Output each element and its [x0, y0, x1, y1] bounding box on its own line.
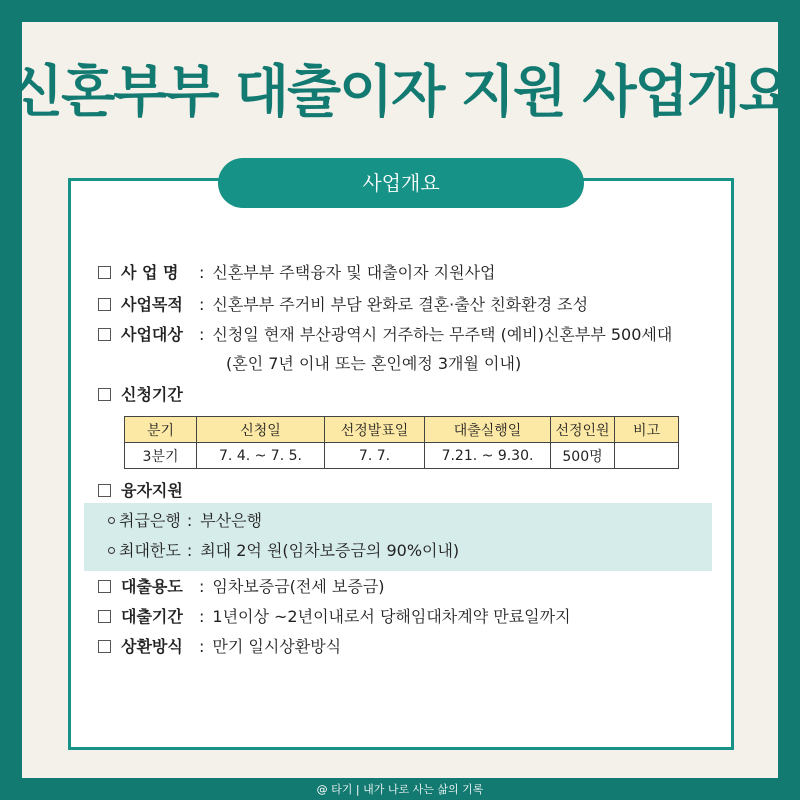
checkbox-icon	[98, 640, 111, 653]
checkbox-icon	[98, 610, 111, 623]
item-loan	[98, 477, 193, 505]
checkbox-icon	[98, 580, 111, 593]
item-value: 신혼부부 주택융자 및 대출이자 지원사업	[212, 263, 496, 282]
item-label: 신청기간	[121, 385, 183, 404]
item-repay	[98, 633, 341, 661]
schedule-table	[124, 416, 679, 469]
item-value: 임차보증금(전세 보증금)	[212, 577, 385, 596]
schedule-header-cell: 선정발표일	[325, 417, 425, 443]
schedule-header-cell: 선정인원	[551, 417, 615, 443]
checkbox-icon	[98, 328, 111, 341]
schedule-cell: 3분기	[125, 443, 197, 469]
circle-bullet-icon	[108, 517, 115, 524]
schedule-header-cell: 비고	[615, 417, 679, 443]
circle-bullet-icon	[108, 547, 115, 554]
item-label: 대출용도	[121, 577, 183, 596]
separator: :	[186, 511, 193, 530]
checkbox-icon	[98, 298, 111, 311]
checkbox-icon	[98, 484, 111, 497]
item-term	[98, 603, 571, 631]
schedule-header-cell: 신청일	[197, 417, 325, 443]
loan-bank	[108, 507, 262, 535]
item-label: 융자지원	[121, 481, 183, 500]
item-label: 사업대상	[121, 325, 183, 344]
item-value: 만기 일시상환방식	[212, 637, 342, 656]
schedule-cell: 7. 4. ~ 7. 5.	[197, 443, 325, 469]
separator: :	[199, 295, 205, 314]
item-name	[98, 259, 496, 287]
section-label: 사업개요	[218, 158, 584, 208]
sub-value: 부산은행	[200, 511, 263, 530]
schedule-header-cell: 대출실행일	[425, 417, 551, 443]
item-purpose	[98, 291, 588, 319]
checkbox-icon	[98, 388, 111, 401]
item-value: 1년이상 ~2년이내로서 당해임대차계약 만료일까지	[212, 607, 571, 626]
page-title: 신혼부부 대출이자 지원 사업개요	[9, 60, 791, 125]
item-value: 신청일 현재 부산광역시 거주하는 무주택 (예비)신혼부부 500세대	[212, 325, 673, 344]
item-usage	[98, 573, 385, 601]
item-period	[98, 381, 193, 409]
schedule-row	[125, 443, 679, 469]
footer-credit: @ 타기 | 내가 나로 사는 삶의 기록	[316, 783, 484, 796]
schedule-cell: 7.21. ~ 9.30.	[425, 443, 551, 469]
separator: :	[199, 607, 205, 626]
schedule-header-row	[125, 417, 679, 443]
item-value: 신혼부부 주거비 부담 완화로 결혼·출산 친화환경 조성	[212, 295, 589, 314]
separator: :	[199, 325, 205, 344]
sub-label: 취급은행	[119, 511, 181, 530]
separator: :	[199, 577, 205, 596]
separator: :	[199, 637, 205, 656]
item-target-continued: (혼인 7년 이내 또는 혼인예정 3개월 이내)	[226, 354, 522, 373]
schedule-cell	[615, 443, 679, 469]
schedule-cell: 7. 7.	[325, 443, 425, 469]
loan-limit	[108, 537, 459, 565]
separator: :	[186, 541, 193, 560]
item-label: 대출기간	[121, 607, 183, 626]
item-label: 상환방식	[121, 637, 183, 656]
checkbox-icon	[98, 266, 111, 279]
schedule-cell: 500명	[551, 443, 615, 469]
item-label: 사 업 명	[121, 263, 179, 282]
item-label: 사업목적	[121, 295, 183, 314]
item-target	[98, 321, 672, 349]
sub-value: 최대 2억 원(임차보증금의 90%이내)	[200, 541, 460, 560]
separator: :	[199, 263, 205, 282]
schedule-header-cell: 분기	[125, 417, 197, 443]
sub-label: 최대한도	[119, 541, 181, 560]
